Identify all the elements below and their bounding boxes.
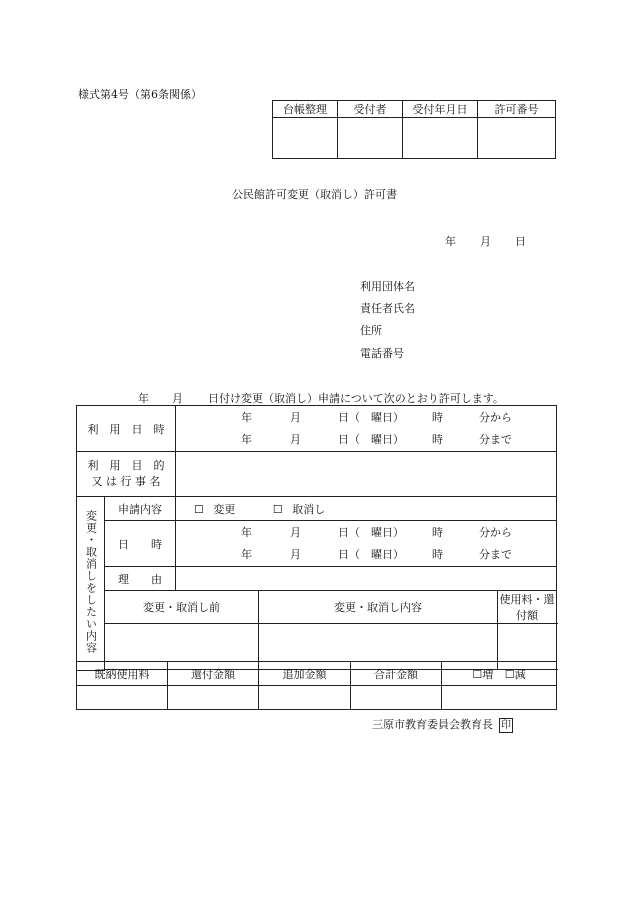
dt-until: 分まで <box>479 547 512 561</box>
applicant-responsible: 責任者氏名 <box>360 302 415 315</box>
page-title: 公民館許可変更（取消し）許可書 <box>232 188 397 201</box>
ledger-header: 受付年月日 <box>403 101 478 118</box>
date-day: 日 <box>515 235 526 248</box>
dt-hour: 時 <box>432 432 443 446</box>
dt-hour: 時 <box>432 525 443 539</box>
refund-amount-header: 還付金額 <box>168 662 259 686</box>
ledger-cell[interactable] <box>338 118 403 159</box>
usage-datetime-value[interactable] <box>176 406 557 452</box>
change-group-label-text: 変更・取消しをしたい内容 <box>84 509 98 654</box>
issuer-line <box>372 716 513 733</box>
dt-day: 日（ 曜日） <box>338 432 404 446</box>
dt-month: 月 <box>290 432 301 446</box>
fee-table <box>76 661 557 710</box>
date-year: 年 <box>445 235 456 248</box>
ledger-cell[interactable] <box>273 118 338 159</box>
purpose-label-line1: 利 用 目 的 <box>87 459 165 472</box>
request-content-label <box>105 497 176 521</box>
reason-label <box>105 567 176 591</box>
dt-month: 月 <box>290 525 301 539</box>
ledger-header: 許可番号 <box>478 101 556 118</box>
dt-from: 分から <box>479 410 512 424</box>
dt-day: 日（ 曜日） <box>338 525 404 539</box>
dt-day: 日（ 曜日） <box>338 547 404 561</box>
increase-checkbox[interactable]: ☐ <box>472 667 483 681</box>
ledger-cell[interactable] <box>478 118 556 159</box>
request-content-label-text: 申請内容 <box>118 502 162 516</box>
request-content-value <box>176 497 557 521</box>
increase-label: 増 <box>482 667 494 681</box>
change-datetime-label-text: 日 時 <box>118 537 162 551</box>
fee-refund-header: 使用料・還付額 <box>498 591 557 624</box>
dt-year: 年 <box>241 547 252 561</box>
change-datetime-value[interactable] <box>176 521 557 567</box>
change-group-label <box>77 497 105 671</box>
before-header: 変更・取消し前 <box>105 591 259 624</box>
ledger-cell[interactable] <box>403 118 478 159</box>
change-datetime-label <box>105 521 176 567</box>
additional-amount-header: 追加金額 <box>259 662 351 686</box>
cancel-option-label: 取消し <box>292 502 326 516</box>
change-option-label: 変更 <box>213 502 236 516</box>
ledger-header: 台帳整理 <box>273 101 338 118</box>
cancel-checkbox[interactable]: ☐ <box>272 502 283 516</box>
date-month: 月 <box>480 235 491 248</box>
dt-year: 年 <box>241 432 252 446</box>
dt-day: 日（ 曜日） <box>338 410 404 424</box>
dt-year: 年 <box>241 410 252 424</box>
paid-fee-value[interactable] <box>77 686 168 710</box>
ledger-header: 受付者 <box>338 101 403 118</box>
dt-from: 分から <box>479 525 512 539</box>
change-content-header: 変更・取消し内容 <box>259 591 498 624</box>
decrease-checkbox[interactable]: ☐ <box>504 667 515 681</box>
additional-amount-value[interactable] <box>259 686 351 710</box>
purpose-value[interactable] <box>176 452 557 497</box>
decrease-label: 減 <box>514 667 526 681</box>
dt-until: 分まで <box>479 432 512 446</box>
ledger-table <box>272 100 556 159</box>
permit-table <box>76 405 557 671</box>
total-amount-value[interactable] <box>351 686 442 710</box>
refund-amount-value[interactable] <box>168 686 259 710</box>
reason-label-text: 理 由 <box>118 572 162 586</box>
increase-decrease-value[interactable] <box>442 686 557 710</box>
applicant-group: 利用団体名 <box>360 280 415 293</box>
seal-mark: 印 <box>501 720 511 731</box>
total-amount-header: 合計金額 <box>351 662 442 686</box>
applicant-address: 住所 <box>360 324 382 337</box>
paid-fee-header: 既納使用料 <box>77 662 168 686</box>
form-number: 様式第4号（第6条関係） <box>78 88 202 101</box>
dt-year: 年 <box>241 525 252 539</box>
intro-text: 日付け変更（取消し）申請について次のとおり許可します。 <box>208 392 504 405</box>
usage-datetime-label <box>77 406 176 452</box>
dt-hour: 時 <box>432 410 443 424</box>
intro-month: 月 <box>172 392 183 405</box>
dt-hour: 時 <box>432 547 443 561</box>
usage-datetime-label-text: 利 用 日 時 <box>87 422 165 436</box>
intro-year: 年 <box>138 392 149 405</box>
change-checkbox[interactable]: ☐ <box>194 502 204 516</box>
issuer-name: 三原市教育委員会教育長 <box>372 718 493 731</box>
dt-month: 月 <box>290 410 301 424</box>
purpose-label-line2: 又 は 行 事 名 <box>91 475 161 488</box>
reason-value[interactable] <box>176 567 557 591</box>
dt-month: 月 <box>290 547 301 561</box>
applicant-phone: 電話番号 <box>360 347 404 360</box>
purpose-label <box>77 452 176 497</box>
increase-decrease-cell <box>442 662 557 686</box>
